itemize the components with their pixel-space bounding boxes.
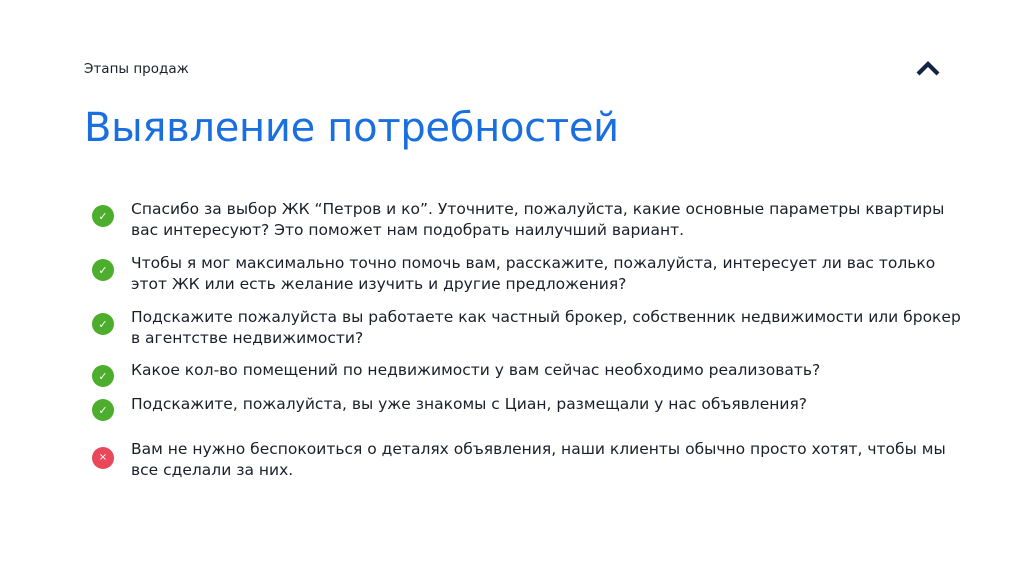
check-icon: ✓ xyxy=(92,205,114,227)
check-icon: ✓ xyxy=(92,399,114,421)
breadcrumb: Этапы продаж xyxy=(84,61,189,77)
check-icon: ✓ xyxy=(92,365,114,387)
list-item-text: Вам не нужно беспокоиться о деталях объявления, наши клиенты обычно просто хотят, чтобы мы все сделали за них. xyxy=(131,440,946,479)
check-icon: ✓ xyxy=(92,259,114,281)
cross-icon: × xyxy=(92,447,114,469)
chevron-up-logo-icon xyxy=(914,58,942,80)
check-icon: ✓ xyxy=(92,313,114,335)
list-item-text: Чтобы я мог максимально точно помочь вам, расскажите, пожалуйста, интересует ли вас только этот ЖК или есть желание изучить и другие предложения? xyxy=(131,254,936,293)
page-title: Выявление потребностей xyxy=(84,105,619,151)
list-item-text: Подскажите пожалуйста вы работаете как частный брокер, собственник недвижимости или брокер в агентстве недвижимости? xyxy=(131,308,961,347)
list-item-text: Подскажите, пожалуйста, вы уже знакомы с Циан, размещали у нас объявления? xyxy=(131,395,807,413)
list-item-text: Какое кол-во помещений по недвижимости у вам сейчас необходимо реализовать? xyxy=(131,361,821,379)
list-item-text: Спасибо за выбор ЖК “Петров и ко”. Уточните, пожалуйста, какие основные параметры квартиры вас интересуют? Это поможет нам подобрать наилучший вариант. xyxy=(131,200,945,239)
